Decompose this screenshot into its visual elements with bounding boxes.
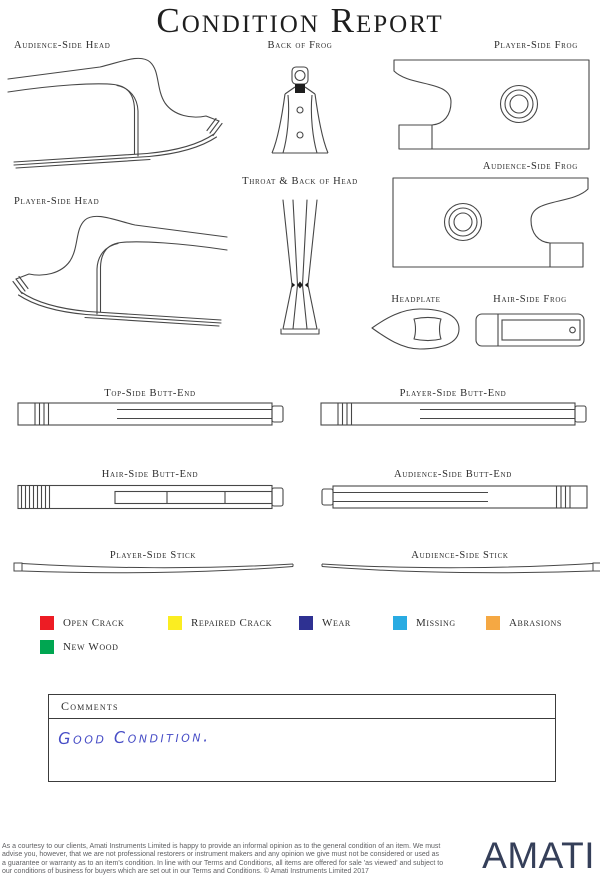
label-audience-side-frog: Audience-Side Frog [482, 161, 578, 172]
legend-swatch-abrasions [486, 616, 500, 630]
audience-side-head-drawing [4, 55, 229, 170]
label-hair-side-frog: Hair-Side Frog [493, 294, 567, 305]
legend-item-new-wood [40, 639, 118, 654]
footer-line: a guarantee or warranty as to an item's condition. In line with our Terms and Conditions, all items are offered for sale 'as viewed' and subject to [2, 859, 444, 867]
footer-disclaimer [2, 843, 480, 876]
comments-box [48, 694, 556, 782]
player-side-frog-drawing [392, 57, 592, 152]
legend-label: Wear [322, 616, 351, 629]
top-side-butt-end-drawing [15, 399, 287, 429]
comments-header-label: Comments [61, 699, 119, 713]
headplate-drawing [370, 306, 462, 352]
legend-item-missing [393, 615, 456, 630]
label-top-side-butt-end: Top-Side Butt-End [104, 388, 196, 399]
footer-line: advise you, however, that we are not professional restorers or instrument makers and any opinion we give must not be considered or used as [2, 851, 439, 859]
legend-swatch-open-crack [40, 616, 54, 630]
label-headplate: Headplate [391, 294, 441, 305]
legend-swatch-missing [393, 616, 407, 630]
footer-line: As a courtesy to our clients, Amati Instruments Limited is happy to provide an informal opinion as to the general condition of an item. We must [2, 843, 441, 850]
label-back-of-frog: Back of Frog [267, 40, 333, 51]
legend-label: Repaired Crack [191, 616, 273, 629]
label-player-side-stick: Player-Side Stick [109, 550, 197, 561]
label-player-side-frog: Player-Side Frog [494, 40, 578, 51]
legend-item-abrasions [486, 615, 562, 630]
hair-side-butt-end-drawing [15, 482, 287, 512]
legend-swatch-wear [299, 616, 313, 630]
amati-logo: AMATI [482, 835, 595, 876]
label-audience-side-butt-end: Audience-Side Butt-End [394, 469, 512, 480]
legend-item-wear [299, 615, 351, 630]
handwritten-comment: Good Condition. [58, 726, 211, 748]
legend-label: Open Crack [63, 616, 125, 629]
page-title: Condition Report [156, 1, 444, 40]
legend-label: Abrasions [509, 616, 562, 629]
audience-side-butt-end-drawing [318, 482, 590, 512]
legend-swatch-repaired-crack [168, 616, 182, 630]
legend-item-open-crack [40, 615, 124, 630]
comments-header [49, 695, 555, 719]
footer-line: our conditions of business for buyers which are set out in our Terms and Conditions. © Amati Instruments Limited 2017 [2, 867, 369, 875]
label-throat-back-of-head: Throat & Back of Head [242, 176, 358, 187]
hair-side-frog-drawing [474, 312, 586, 348]
player-side-head-drawing [6, 213, 231, 328]
label-player-side-butt-end: Player-Side Butt-End [399, 388, 507, 399]
player-side-butt-end-drawing [318, 399, 590, 429]
throat-back-of-head-drawing [270, 192, 330, 342]
label-player-side-head: Player-Side Head [14, 196, 100, 207]
legend-item-repaired-crack [168, 615, 272, 630]
audience-side-stick-drawing [320, 560, 600, 574]
back-of-frog-drawing [265, 62, 335, 162]
label-hair-side-butt-end: Hair-Side Butt-End [101, 469, 199, 480]
label-audience-side-stick: Audience-Side Stick [411, 550, 509, 561]
legend-swatch-new-wood [40, 640, 54, 654]
audience-side-frog-drawing [390, 175, 590, 270]
legend-label: Missing [416, 616, 456, 629]
legend-label: New Wood [63, 640, 119, 653]
label-audience-side-head: Audience-Side Head [14, 40, 111, 51]
player-side-stick-drawing [13, 560, 295, 574]
